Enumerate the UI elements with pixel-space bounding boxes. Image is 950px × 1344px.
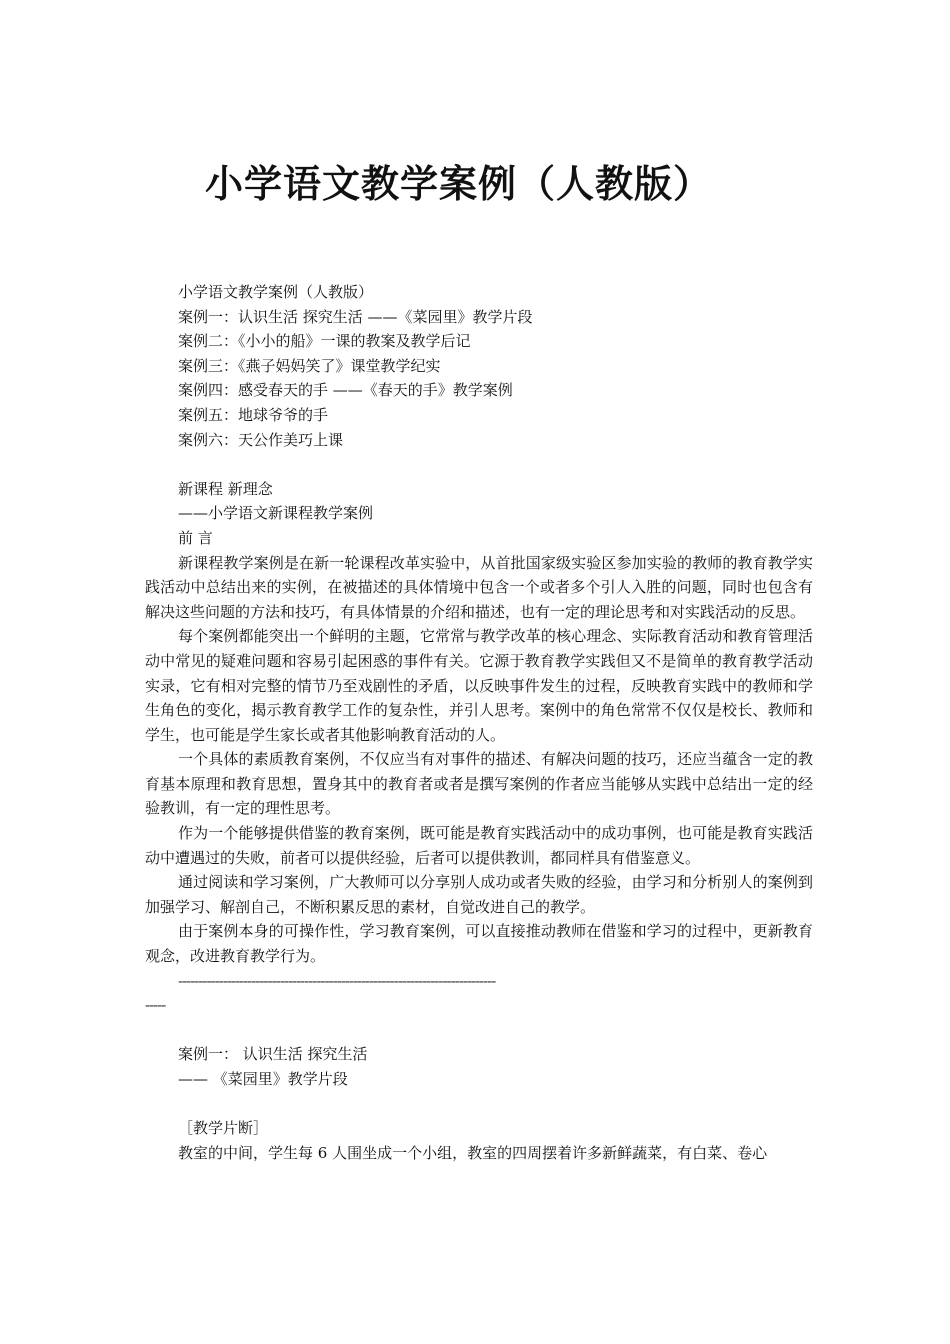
toc-item: 小学语文教学案例（人教版） [178,283,374,301]
toc-item: 案例一：认识生活 探究生活 ——《菜园里》教学片段 [178,307,533,326]
document-body [145,280,813,1165]
toc-item: 案例二：《小小的船》一课的教案及教学后记 [178,332,471,351]
toc-item: 案例五：地球爷爷的手 [178,405,329,424]
document-title: 小学语文教学案例（人教版） [205,161,713,206]
preface-paragraph: 一个具体的素质教育案例，不仅应当有对事件的描述、有解决问题的技巧，还应当蕴含一定的教育基本原理和教育思想，置身其中的教育者或者是撰写案例的作者应当能够从实践中总结出一定的经验教训，有一定的理性思考。 [145,750,813,818]
toc-item: 案例四：感受春天的手 ——《春天的手》教学案例 [178,381,513,400]
preface-paragraph: 通过阅读和学习案例，广大教师可以分享别人成功或者失败的经验，由学习和分析别人的案例到加强学习、解剖自己，不断积累反思的素材，自觉改进自己的教学。 [145,873,813,916]
separator-line: ------------------------------------------------------------------------------ [178,971,496,990]
separator-line-continued: ----- [145,996,166,1015]
preface-label: 前 言 [178,528,213,547]
fragment-label: ［教学片断］ [178,1119,269,1138]
case1-subheading: —— 《菜园里》教学片段 [178,1070,348,1088]
fragment-text: 教室的中间，学生每 6 人围坐成一个小组，教室的四周摆着许多新鲜蔬菜，有白菜、卷心 [178,1143,768,1162]
preface-paragraph: 作为一个能够提供借鉴的教育案例，既可能是教育实践活动中的成功事例，也可能是教育实践活动中遭遇过的失败，前者可以提供经验，后者可以提供教训，都同样具有借鉴意义。 [145,824,813,867]
toc-item: 案例六：天公作美巧上课 [178,430,344,449]
intro-subheading: ——小学语文新课程教学案例 [178,504,374,523]
intro-heading: 新课程 新理念 [178,479,273,498]
preface-paragraph: 每个案例都能突出一个鲜明的主题，它常常与教学改革的核心理念、实际教育活动和教育管理活动中常见的疑难问题和容易引起困惑的事件有关。它源于教育教学实践但又不是简单的教育教学活动实录，它有相对完整的情节乃至戏剧性的矛盾，以反映事件发生的过程，反映教育实践中的教师和学生角色的变化，揭示教育教学工作的复杂性，并引人思考。案例中的角色常常不仅仅是校长、教师和学生，也可能是学生家长或者其他影响教育活动的人。 [145,627,813,744]
case1-heading: 案例一： 认识生活 探究生活 [178,1045,368,1064]
preface-paragraph: 新课程教学案例是在新一轮课程改革实验中，从首批国家级实验区参加实验的教师的教育教学实践活动中总结出来的实例，在被描述的具体情境中包含一个或者多个引人入胜的问题，同时也包含有解决这些问题的方法和技巧，有具体情景的介绍和描述，也有一定的理论思考和对实践活动的反思。 [145,553,813,621]
preface-paragraph: 由于案例本身的可操作性，学习教育案例，可以直接推动教师在借鉴和学习的过程中，更新教育观念，改进教育教学行为。 [145,922,813,966]
toc-item: 案例三：《燕子妈妈笑了》课堂教学纪实 [178,356,441,375]
